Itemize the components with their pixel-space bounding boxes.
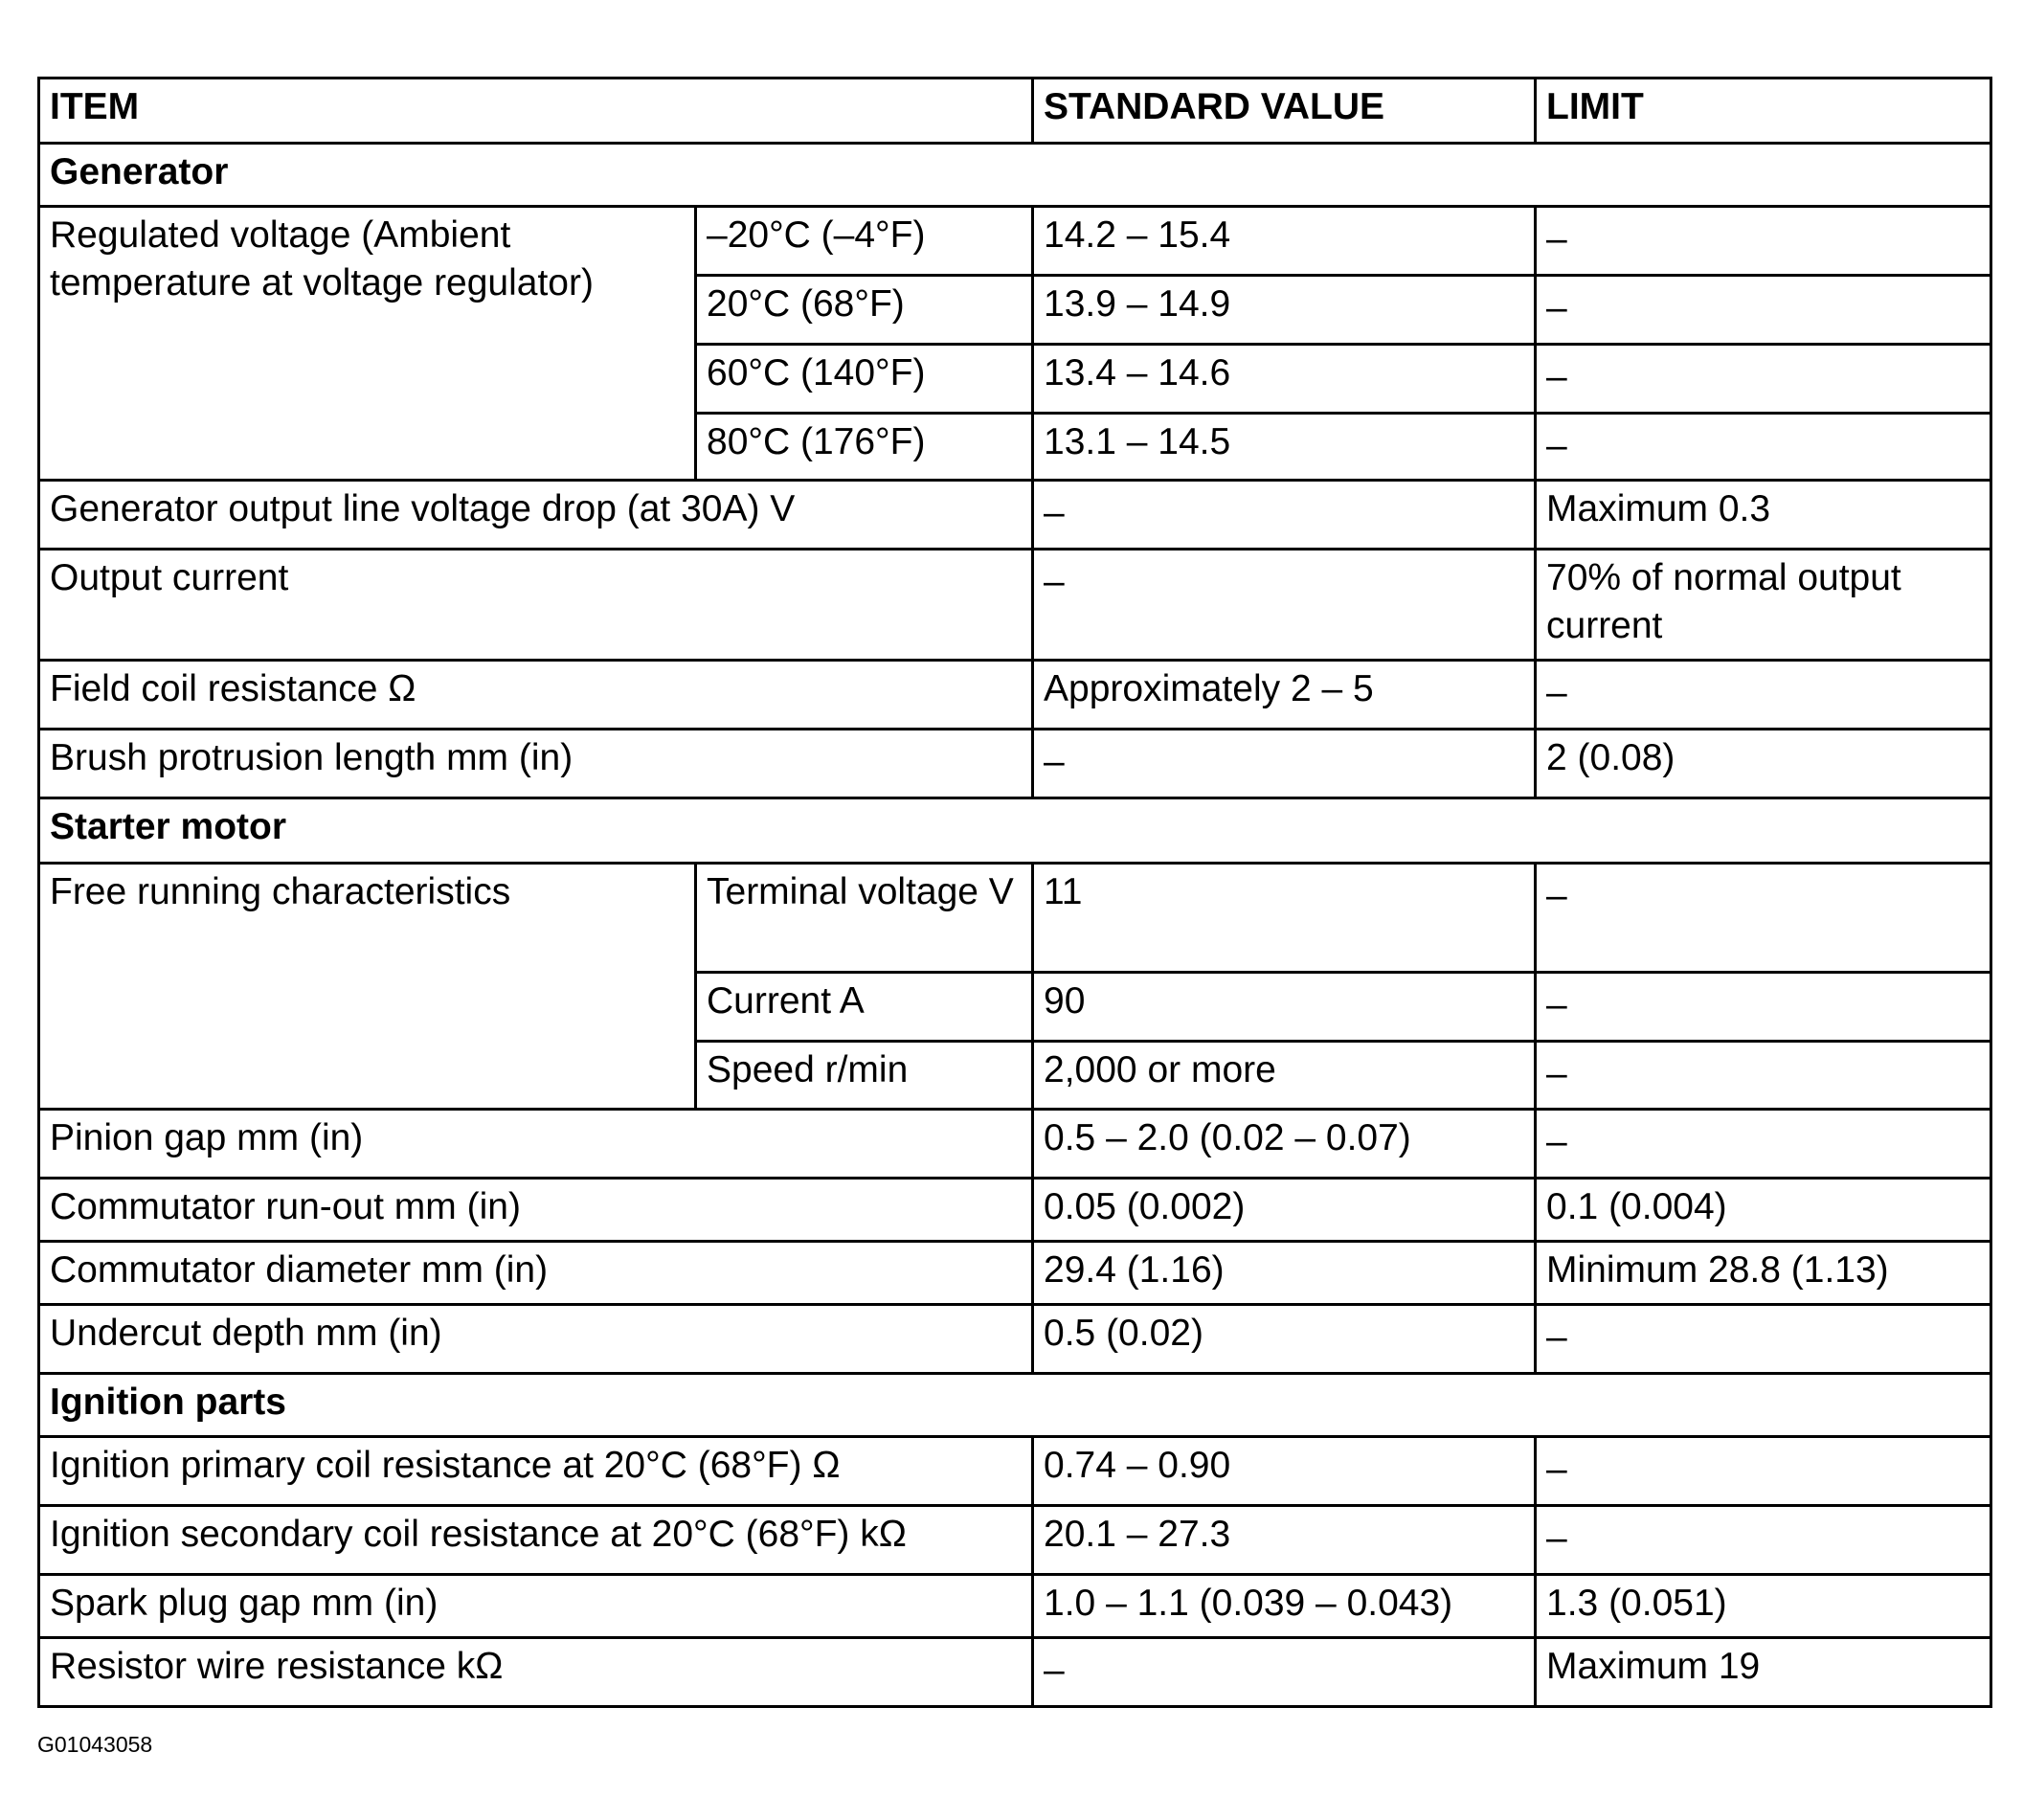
standard-value-cell: Approximately 2 – 5: [1033, 661, 1536, 730]
table-row: [39, 1505, 1991, 1574]
condition-cell: Current A: [696, 973, 1033, 1042]
condition-cell: 60°C (140°F): [696, 345, 1033, 414]
standard-value-cell: 11: [1033, 864, 1536, 973]
standard-value-cell: –: [1033, 730, 1536, 798]
standard-value-cell: 29.4 (1.16): [1033, 1241, 1536, 1304]
limit-cell: –: [1536, 864, 1991, 973]
standard-value-cell: –: [1033, 550, 1536, 661]
standard-value-cell: 13.9 – 14.9: [1033, 276, 1536, 345]
item-cell: Pinion gap mm (in): [39, 1109, 1033, 1178]
item-cell: Commutator run-out mm (in): [39, 1178, 1033, 1241]
limit-cell: –: [1536, 1304, 1991, 1373]
standard-value-cell: 13.4 – 14.6: [1033, 345, 1536, 414]
table-header-row: [39, 79, 1991, 144]
limit-cell: –: [1536, 1505, 1991, 1574]
limit-cell: –: [1536, 1042, 1991, 1109]
standard-value-cell: 13.1 – 14.5: [1033, 414, 1536, 481]
item-cell: Brush protrusion length mm (in): [39, 730, 1033, 798]
limit-cell: 2 (0.08): [1536, 730, 1991, 798]
table-row: [39, 550, 1991, 661]
table-row: [39, 1574, 1991, 1637]
standard-value-cell: 0.5 (0.02): [1033, 1304, 1536, 1373]
regulated-voltage-label: Regulated voltage (Ambient temperature at voltage regulator): [39, 207, 696, 481]
standard-value-cell: 20.1 – 27.3: [1033, 1505, 1536, 1574]
condition-cell: 80°C (176°F): [696, 414, 1033, 481]
section-row-starter-motor: [39, 798, 1991, 864]
table-row: [39, 864, 1991, 973]
item-cell: Resistor wire resistance kΩ: [39, 1637, 1033, 1706]
table-row: [39, 1304, 1991, 1373]
item-cell: Spark plug gap mm (in): [39, 1574, 1033, 1637]
header-standard-value: STANDARD VALUE: [1033, 79, 1536, 144]
item-cell: Ignition secondary coil resistance at 20°C (68°F) kΩ: [39, 1505, 1033, 1574]
limit-cell: –: [1536, 207, 1991, 276]
item-cell: Output current: [39, 550, 1033, 661]
condition-cell: Terminal voltage V: [696, 864, 1033, 973]
limit-cell: 1.3 (0.051): [1536, 1574, 1991, 1637]
section-title-starter-motor: Starter motor: [39, 798, 1991, 864]
standard-value-cell: 0.5 – 2.0 (0.02 – 0.07): [1033, 1109, 1536, 1178]
standard-value-cell: 14.2 – 15.4: [1033, 207, 1536, 276]
item-cell: Generator output line voltage drop (at 30A) V: [39, 481, 1033, 550]
limit-cell: –: [1536, 276, 1991, 345]
standard-value-cell: –: [1033, 1637, 1536, 1706]
limit-cell: –: [1536, 414, 1991, 481]
header-item: ITEM: [39, 79, 1033, 144]
section-row-ignition-parts: [39, 1373, 1991, 1436]
item-cell: Commutator diameter mm (in): [39, 1241, 1033, 1304]
standard-value-cell: 0.05 (0.002): [1033, 1178, 1536, 1241]
standard-value-cell: –: [1033, 481, 1536, 550]
condition-cell: 20°C (68°F): [696, 276, 1033, 345]
limit-cell: 0.1 (0.004): [1536, 1178, 1991, 1241]
condition-cell: Speed r/min: [696, 1042, 1033, 1109]
standard-value-cell: 0.74 – 0.90: [1033, 1436, 1536, 1505]
table-row: [39, 1637, 1991, 1706]
limit-cell: –: [1536, 973, 1991, 1042]
header-limit: LIMIT: [1536, 79, 1991, 144]
figure-code: G01043058: [37, 1732, 153, 1757]
standard-value-cell: 1.0 – 1.1 (0.039 – 0.043): [1033, 1574, 1536, 1637]
section-row-generator: [39, 144, 1991, 207]
item-cell: Undercut depth mm (in): [39, 1304, 1033, 1373]
limit-cell: –: [1536, 661, 1991, 730]
limit-cell: –: [1536, 345, 1991, 414]
table-row: [39, 730, 1991, 798]
free-running-label: Free running characteristics: [39, 864, 696, 1109]
specification-table: [37, 77, 1992, 1708]
limit-cell: Maximum 0.3: [1536, 481, 1991, 550]
table-row: [39, 1178, 1991, 1241]
table-row: [39, 207, 1991, 276]
limit-cell: –: [1536, 1436, 1991, 1505]
table-row: [39, 1436, 1991, 1505]
standard-value-cell: 90: [1033, 973, 1536, 1042]
limit-cell: Maximum 19: [1536, 1637, 1991, 1706]
limit-cell: Minimum 28.8 (1.13): [1536, 1241, 1991, 1304]
table-row: [39, 481, 1991, 550]
item-cell: Ignition primary coil resistance at 20°C (68°F) Ω: [39, 1436, 1033, 1505]
condition-cell: –20°C (–4°F): [696, 207, 1033, 276]
limit-cell: –: [1536, 1109, 1991, 1178]
standard-value-cell: 2,000 or more: [1033, 1042, 1536, 1109]
table-row: [39, 1241, 1991, 1304]
section-title-ignition-parts: Ignition parts: [39, 1373, 1991, 1436]
limit-cell: 70% of normal output current: [1536, 550, 1991, 661]
section-title-generator: Generator: [39, 144, 1991, 207]
table-row: [39, 661, 1991, 730]
item-cell: Field coil resistance Ω: [39, 661, 1033, 730]
table-row: [39, 1109, 1991, 1178]
